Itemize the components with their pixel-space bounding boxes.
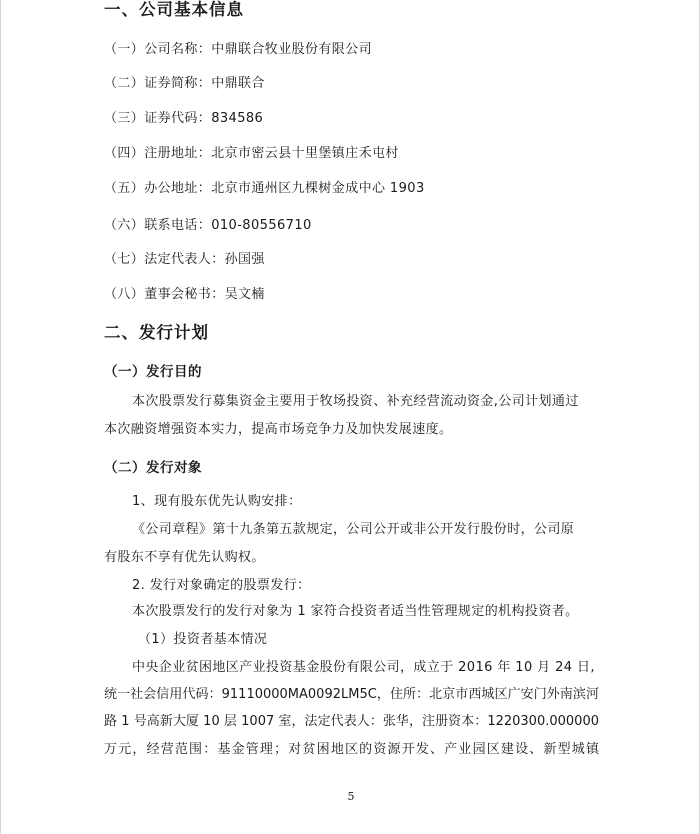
item-2-heading: 2. 发行对象确定的股票发行：	[132, 578, 311, 593]
office-address-line: （五）办公地址：北京市通州区九棵树金成中心 1903	[104, 181, 425, 196]
company-name-line: （一）公司名称：中鼎联合牧业股份有限公司	[104, 42, 373, 57]
stock-code-line: （三）证券代码：834586	[104, 111, 264, 126]
stock-abbreviation-line: （二）证券简称：中鼎联合	[104, 76, 265, 91]
board-secretary-line: （八）董事会秘书：吴文楠	[104, 287, 265, 302]
purpose-heading: （一）发行目的	[104, 364, 202, 380]
target-heading: （二）发行对象	[104, 460, 202, 476]
purpose-paragraph-line-2: 本次融资增强资本实力，提高市场竞争力及加快发展速度。	[104, 422, 453, 437]
investor-paragraph-line-2: 统一社会信用代码：91110000MA0092LM5C，住所：北京市西城区广安门外南滨河	[104, 687, 599, 702]
investor-paragraph-line-1: 中央企业贫困地区产业投资基金股份有限公司，成立于 2016 年 10 月 24 日,	[132, 660, 595, 675]
item-1-paragraph-line-2: 有股东不享有优先认购权。	[104, 550, 265, 565]
investor-info-heading: （1）投资者基本情况	[138, 632, 268, 647]
legal-representative-line: （七）法定代表人：孙国强	[104, 252, 265, 267]
purpose-paragraph-line-1: 本次股票发行募集资金主要用于牧场投资、补充经营流动资金,公司计划通过	[132, 394, 579, 409]
item-1-paragraph-line-1: 《公司章程》第十九条第五款规定，公司公开或非公开发行股份时，公司原	[132, 522, 575, 537]
phone-line: （六）联系电话：010-80556710	[104, 218, 312, 233]
investor-paragraph-line-3: 路 1 号高新大厦 10 层 1007 室，法定代表人：张华，注册资本：1220300.000000	[104, 714, 599, 729]
section-2-title: 二、发行计划	[104, 323, 209, 342]
item-2-paragraph: 本次股票发行的发行对象为 1 家符合投资者适当性管理规定的机构投资者。	[132, 604, 579, 619]
item-1-heading: 1、现有股东优先认购安排：	[132, 494, 302, 509]
investor-paragraph-line-4: 万元，经营范围：基金管理；对贫困地区的资源开发、产业园区建设、新型城镇	[104, 742, 599, 757]
section-1-title: 一、公司基本信息	[104, 0, 244, 19]
page-number: 5	[347, 790, 355, 803]
registered-address-line: （四）注册地址：北京市密云县十里堡镇庄禾屯村	[104, 146, 399, 161]
